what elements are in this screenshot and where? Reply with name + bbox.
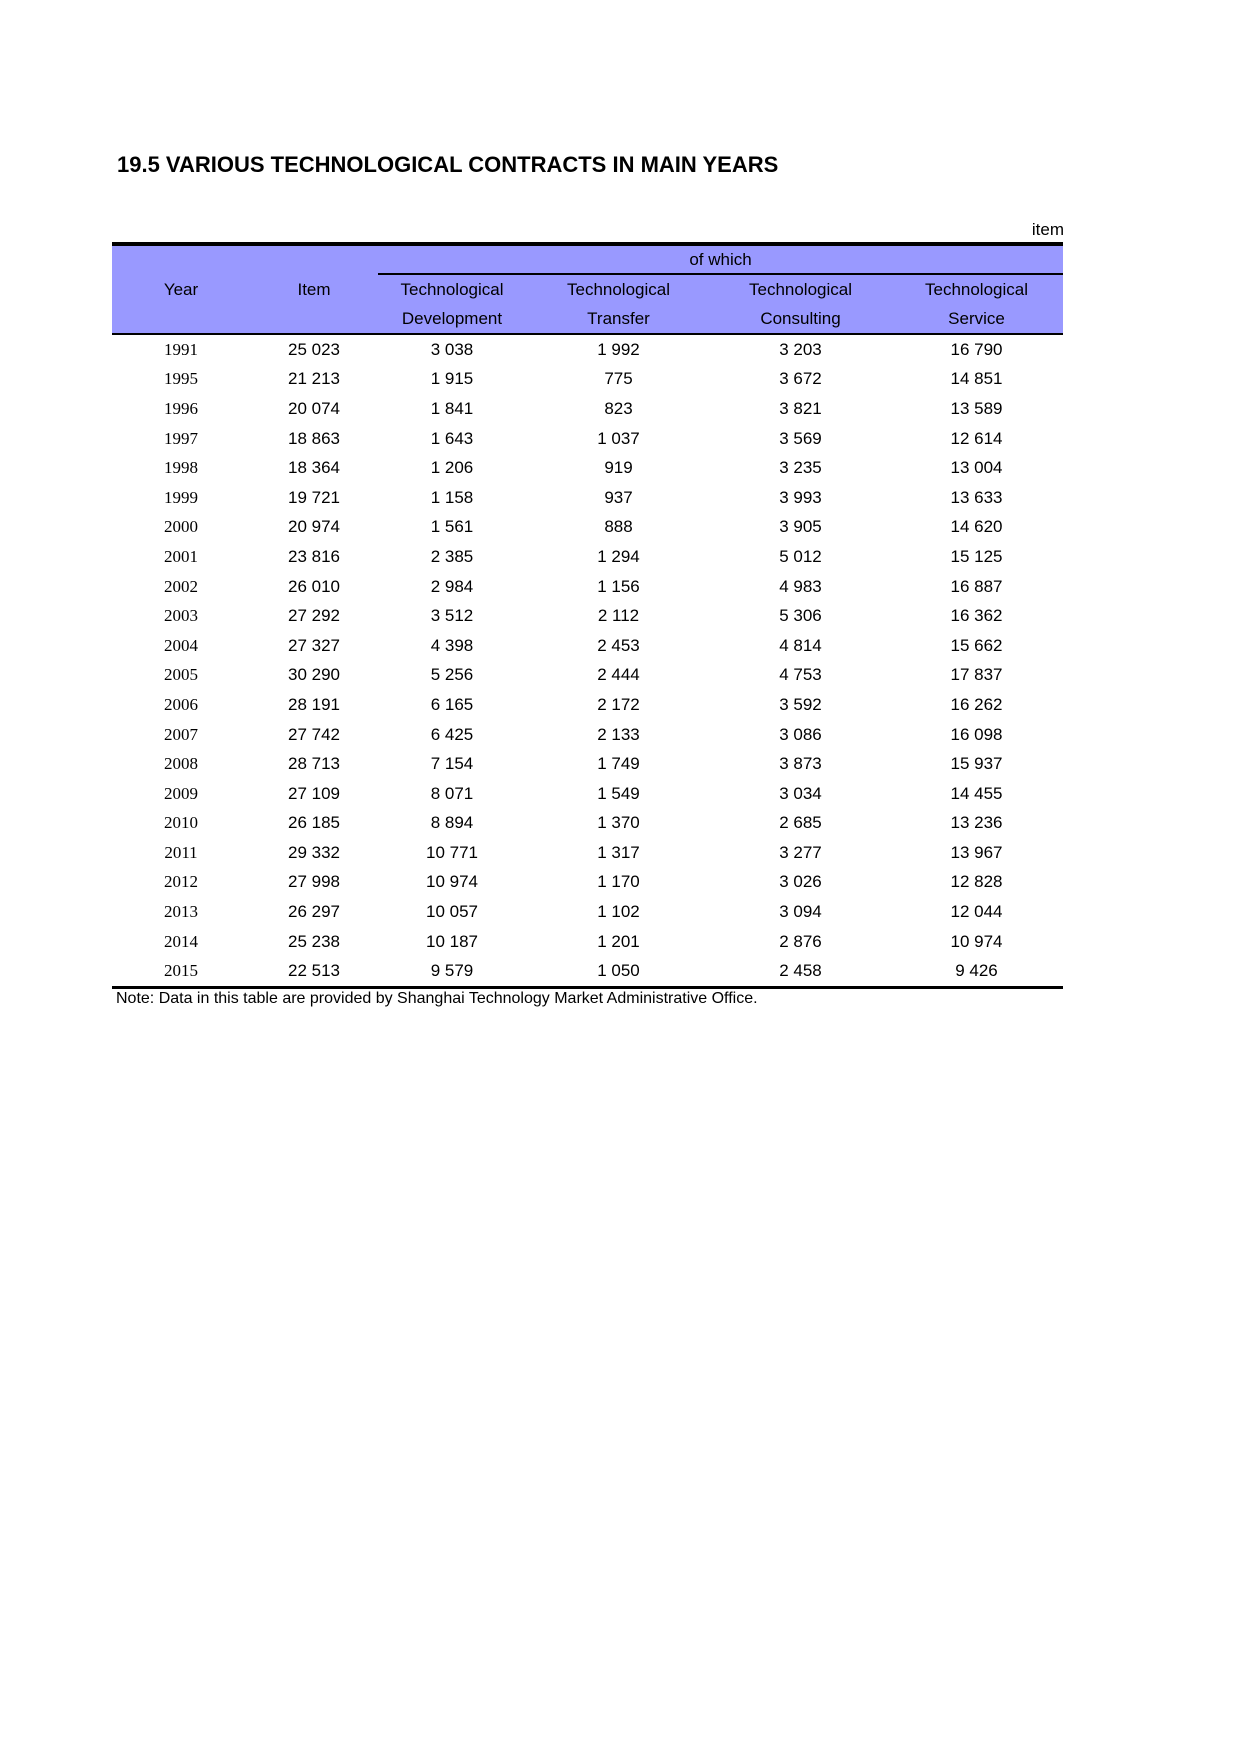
- cell-item: 26 010: [288, 576, 340, 596]
- table-row: [112, 868, 1063, 898]
- table-row: [112, 483, 1063, 513]
- cell-service: 14 620: [950, 517, 1003, 537]
- cell-transfer: 1 294: [597, 546, 640, 566]
- cell-year: 2013: [164, 902, 198, 922]
- cell-consulting: 3 592: [779, 694, 822, 714]
- cell-consulting: 5 306: [779, 606, 822, 626]
- cell-service: 12 828: [950, 872, 1003, 892]
- cell-development: 3 038: [430, 339, 474, 359]
- cell-development: 1 561: [430, 517, 474, 537]
- cell-year: 2007: [164, 724, 198, 744]
- cell-item: 22 513: [250, 956, 378, 987]
- cell-development: 1 841: [430, 398, 474, 418]
- cell-service: 15 125: [950, 546, 1003, 566]
- cell-year: 2003: [164, 606, 198, 626]
- table-row: [112, 453, 1063, 483]
- header-consulting-line2: Consulting: [711, 304, 890, 334]
- cell-item: 27 292: [288, 606, 340, 626]
- cell-service: 16 098: [950, 724, 1003, 744]
- cell-item: 27 998: [288, 872, 340, 892]
- table-row: [112, 897, 1063, 927]
- table-header: [112, 244, 1063, 334]
- table-row: [112, 809, 1063, 839]
- cell-transfer: 2 112: [597, 606, 640, 626]
- cell-year: 1995: [164, 369, 198, 389]
- cell-year: 2012: [164, 872, 198, 892]
- header-item-spacer-top: [250, 244, 378, 274]
- cell-year: 2011: [164, 842, 198, 862]
- page-title: 19.5 VARIOUS TECHNOLOGICAL CONTRACTS IN MAIN YEARS: [117, 152, 779, 177]
- table-row: [112, 927, 1063, 957]
- cell-transfer: 775: [604, 369, 633, 389]
- cell-development: 6 425: [430, 724, 474, 744]
- table-row: [112, 394, 1063, 424]
- cell-item: 18 364: [288, 458, 340, 478]
- header-item-spacer-bottom: [250, 304, 378, 334]
- cell-development: 5 256: [430, 665, 474, 685]
- unit-label: item: [1031, 220, 1064, 239]
- cell-service: 13 004: [950, 458, 1003, 478]
- cell-development: 10 187: [426, 931, 478, 951]
- cell-year: 2010: [164, 813, 198, 833]
- cell-service: 13 967: [950, 842, 1003, 862]
- cell-transfer: 1 037: [597, 428, 640, 448]
- header-dev-line2: Development: [378, 304, 526, 334]
- cell-service: 12 614: [950, 428, 1003, 448]
- cell-development: 8 894: [430, 813, 474, 833]
- cell-consulting: 5 012: [779, 546, 822, 566]
- cell-development: 6 165: [430, 694, 474, 714]
- header-consulting-line1: Technological: [711, 274, 890, 304]
- cell-item: 20 974: [288, 517, 340, 537]
- cell-item: 26 185: [288, 813, 340, 833]
- cell-development: 7 154: [430, 754, 474, 774]
- cell-service: 13 589: [950, 398, 1003, 418]
- cell-transfer: 1 102: [597, 902, 640, 922]
- cell-development: 3 512: [430, 606, 474, 626]
- cell-transfer: 1 549: [597, 783, 640, 803]
- cell-year: 2008: [164, 754, 198, 774]
- cell-development: 1 158: [430, 487, 474, 507]
- cell-consulting: 2 685: [779, 813, 822, 833]
- cell-development: 8 071: [430, 783, 474, 803]
- table-body: [112, 334, 1063, 988]
- cell-item: 19 721: [288, 487, 340, 507]
- cell-service: 13 633: [950, 487, 1003, 507]
- table-row: [112, 572, 1063, 602]
- cell-consulting: 3 905: [779, 517, 822, 537]
- cell-item: 23 816: [288, 546, 340, 566]
- table-row: [112, 631, 1063, 661]
- table-note: Note: Data in this table are provided by Shanghai Technology Market Administrative Office.: [116, 990, 758, 1007]
- cell-service: 15 662: [950, 635, 1003, 655]
- cell-consulting: 2 876: [779, 931, 822, 951]
- header-service-line2: Service: [890, 304, 1063, 334]
- cell-year: 1998: [164, 458, 198, 478]
- cell-consulting: 3 277: [779, 842, 822, 862]
- table-row: [112, 690, 1063, 720]
- cell-year: 2001: [164, 546, 198, 566]
- cell-consulting: 4 814: [779, 635, 822, 655]
- cell-year: 1997: [164, 428, 198, 448]
- cell-year: 1996: [164, 398, 198, 418]
- cell-transfer: 1 992: [597, 339, 640, 359]
- cell-development: 10 974: [426, 872, 478, 892]
- header-dev-line1: Technological: [378, 274, 526, 304]
- cell-consulting: 3 086: [779, 724, 822, 744]
- cell-transfer: 919: [604, 458, 633, 478]
- cell-year: 2014: [164, 931, 198, 951]
- cell-consulting: 3 203: [779, 339, 822, 359]
- header-item: Item: [250, 274, 378, 304]
- cell-service: 16 790: [950, 339, 1003, 359]
- cell-item: 27 109: [288, 783, 340, 803]
- cell-year: 1991: [164, 339, 198, 359]
- table-row: [112, 334, 1063, 365]
- cell-service: 15 937: [950, 754, 1003, 774]
- cell-consulting: 2 458: [711, 956, 890, 987]
- header-year-spacer-top: [112, 244, 250, 274]
- cell-consulting: 3 026: [779, 872, 822, 892]
- table-row: [112, 424, 1063, 454]
- header-transfer-line1: Technological: [526, 274, 711, 304]
- cell-development: 1 206: [430, 458, 474, 478]
- cell-development: 10 771: [426, 842, 478, 862]
- cell-item: 29 332: [288, 842, 340, 862]
- cell-transfer: 2 172: [597, 694, 640, 714]
- cell-item: 28 713: [288, 754, 340, 774]
- cell-development: 2 984: [430, 576, 474, 596]
- cell-consulting: 3 569: [779, 428, 822, 448]
- cell-development: 1 915: [430, 369, 474, 389]
- cell-item: 21 213: [288, 369, 340, 389]
- cell-transfer: 1 050: [526, 956, 711, 987]
- table-row: [112, 956, 1063, 987]
- cell-service: 17 837: [950, 665, 1003, 685]
- table-row: [112, 365, 1063, 395]
- table-row: [112, 513, 1063, 543]
- cell-development: 2 385: [430, 546, 474, 566]
- cell-consulting: 3 235: [779, 458, 822, 478]
- table-row: [112, 601, 1063, 631]
- cell-year: 2004: [164, 635, 198, 655]
- cell-year: 2006: [164, 694, 198, 714]
- cell-consulting: 4 753: [779, 665, 822, 685]
- cell-item: 25 023: [288, 339, 340, 359]
- cell-development: 4 398: [430, 635, 474, 655]
- cell-transfer: 2 133: [597, 724, 640, 744]
- cell-year: 2005: [164, 665, 198, 685]
- cell-item: 27 327: [288, 635, 340, 655]
- cell-year: 2000: [164, 517, 198, 537]
- cell-service: 14 455: [950, 783, 1003, 803]
- cell-transfer: 1 749: [597, 754, 640, 774]
- cell-consulting: 3 034: [779, 783, 822, 803]
- cell-transfer: 1 170: [597, 872, 640, 892]
- cell-item: 18 863: [288, 428, 340, 448]
- cell-item: 25 238: [288, 931, 340, 951]
- cell-year: 1999: [164, 487, 198, 507]
- header-year: Year: [112, 274, 250, 304]
- cell-development: 10 057: [426, 902, 478, 922]
- cell-transfer: 823: [604, 398, 633, 418]
- cell-transfer: 1 317: [597, 842, 640, 862]
- cell-transfer: 1 370: [597, 813, 640, 833]
- cell-development: 1 643: [430, 428, 474, 448]
- cell-service: 16 262: [950, 694, 1003, 714]
- table-row: [112, 720, 1063, 750]
- cell-service: 16 887: [950, 576, 1003, 596]
- cell-year: 2002: [164, 576, 198, 596]
- header-of-which: of which: [378, 244, 1063, 274]
- cell-service: 12 044: [950, 902, 1003, 922]
- table-row: [112, 779, 1063, 809]
- cell-transfer: 2 453: [597, 635, 640, 655]
- cell-service: 13 236: [950, 813, 1003, 833]
- cell-item: 27 742: [288, 724, 340, 744]
- cell-service: 10 974: [950, 931, 1003, 951]
- cell-item: 20 074: [288, 398, 340, 418]
- header-transfer-line2: Transfer: [526, 304, 711, 334]
- header-year-spacer-bottom: [112, 304, 250, 334]
- cell-consulting: 3 672: [779, 369, 822, 389]
- table-row: [112, 749, 1063, 779]
- table-row: [112, 542, 1063, 572]
- cell-consulting: 4 983: [779, 576, 822, 596]
- cell-service: 14 851: [950, 369, 1003, 389]
- cell-transfer: 2 444: [597, 665, 640, 685]
- cell-year: 2015: [112, 956, 250, 987]
- header-service-line1: Technological: [890, 274, 1063, 304]
- cell-item: 28 191: [288, 694, 340, 714]
- cell-development: 9 579: [378, 956, 526, 987]
- cell-transfer: 937: [604, 487, 633, 507]
- cell-consulting: 3 873: [779, 754, 822, 774]
- cell-service: 16 362: [950, 606, 1003, 626]
- table-row: [112, 661, 1063, 691]
- cell-consulting: 3 821: [779, 398, 822, 418]
- table-row: [112, 838, 1063, 868]
- contracts-table: [112, 242, 1063, 989]
- cell-consulting: 3 993: [779, 487, 822, 507]
- cell-item: 26 297: [288, 902, 340, 922]
- cell-year: 2009: [164, 783, 198, 803]
- cell-item: 30 290: [288, 665, 340, 685]
- cell-transfer: 1 156: [597, 576, 640, 596]
- cell-consulting: 3 094: [779, 902, 822, 922]
- cell-service: 9 426: [890, 956, 1063, 987]
- cell-transfer: 888: [604, 517, 633, 537]
- cell-transfer: 1 201: [597, 931, 640, 951]
